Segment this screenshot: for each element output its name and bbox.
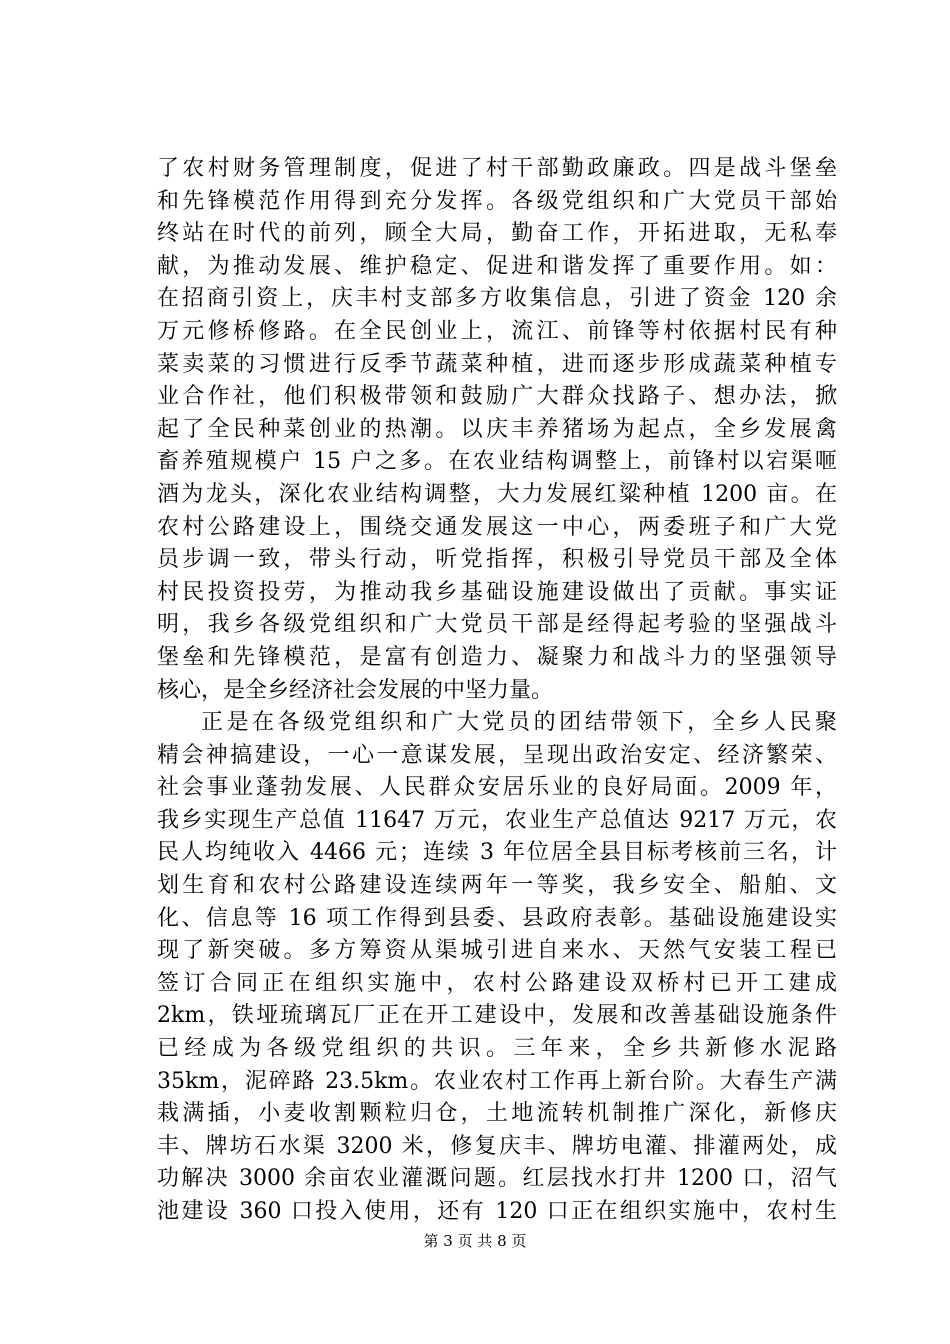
text-line: 正是在各级党组织和广大党员的团结带领下，全乡人民聚 bbox=[201, 710, 837, 736]
text-line: 献，为推动发展、维护稳定、促进和谐发挥了重要作用。如： bbox=[157, 253, 837, 279]
paragraph bbox=[157, 707, 837, 1229]
text-line: 在招商引资上，庆丰村支部多方收集信息，引进了资金 120 余 bbox=[157, 286, 837, 312]
text-line: 社会事业蓬勃发展、人民群众安居乐业的良好局面。2009 年， bbox=[157, 775, 837, 801]
text-line: 明，我乡各级党组织和广大党员干部是经得起考验的坚强战斗 bbox=[157, 612, 837, 638]
text-line: 划生育和农村公路建设连续两年一等奖，我乡安全、船舶、文 bbox=[157, 873, 837, 899]
text-line: 和先锋模范作用得到充分发挥。各级党组织和广大党员干部始 bbox=[157, 188, 837, 214]
text-line: 员步调一致，带头行动，听党指挥，积极引导党员干部及全体 bbox=[157, 547, 837, 573]
text-line: 化、信息等 16 项工作得到县委、县政府表彰。基础设施建设实 bbox=[157, 905, 837, 931]
text-line: 丰、牌坊石水渠 3200 米，修复庆丰、牌坊电灌、排灌两处，成 bbox=[157, 1133, 837, 1159]
text-line: 业合作社，他们积极带领和鼓励广大群众找路子、想办法，掀 bbox=[157, 384, 837, 410]
text-line: 菜卖菜的习惯进行反季节蔬菜种植，进而逐步形成蔬菜种植专 bbox=[157, 351, 837, 377]
text-line: 酒为龙头，深化农业结构调整，大力发展红粱种植 1200 亩。在 bbox=[157, 481, 837, 507]
text-line: 核心，是全乡经济社会发展的中坚力量。 bbox=[157, 677, 554, 703]
text-line: 农村公路建设上，围绕交通发展这一中心，两委班子和广大党 bbox=[157, 514, 837, 540]
text-line: 池建设 360 口投入使用，还有 120 口正在组织实施中，农村生 bbox=[157, 1199, 837, 1224]
text-line: 畜养殖规模户 15 户之多。在农业结构调整上，前锋村以宕渠咂 bbox=[157, 449, 837, 475]
text-line: 签订合同正在组织实施中，农村公路建设双桥村已开工建成 bbox=[157, 970, 837, 996]
text-line: 35km，泥碎路 23.5km。农业农村工作再上新台阶。大春生产满 bbox=[157, 1068, 837, 1094]
text-line: 已经成为各级党组织的共识。三年来，全乡共新修水泥路 bbox=[157, 1036, 837, 1062]
page-footer: 第 3 页 共 8 页 bbox=[423, 1232, 527, 1250]
text-line: 栽满插，小麦收割颗粒归仓，土地流转机制推广深化，新修庆 bbox=[157, 1101, 837, 1127]
text-line: 精会神搞建设，一心一意谋发展，呈现出政治安定、经济繁荣、 bbox=[157, 742, 837, 768]
text-line: 现了新突破。多方筹资从渠城引进自来水、天然气安装工程已 bbox=[157, 938, 837, 964]
body-text bbox=[157, 153, 837, 1229]
text-line: 终站在时代的前列，顾全大局，勤奋工作，开拓进取，无私奉 bbox=[157, 221, 837, 247]
text-line: 万元修桥修路。在全民创业上，流江、前锋等村依据村民有种 bbox=[157, 318, 837, 344]
text-line: 了农村财务管理制度，促进了村干部勤政廉政。四是战斗堡垒 bbox=[157, 156, 837, 181]
text-line: 堡垒和先锋模范，是富有创造力、凝聚力和战斗力的坚强领导 bbox=[157, 644, 837, 670]
paragraph bbox=[157, 153, 837, 707]
text-line: 功解决 3000 余亩农业灌溉问题。红层找水打井 1200 口，沼气 bbox=[157, 1166, 837, 1192]
text-line: 起了全民种菜创业的热潮。以庆丰养猪场为起点，全乡发展禽 bbox=[157, 416, 837, 442]
text-line: 村民投资投劳，为推动我乡基础设施建设做出了贡献。事实证 bbox=[157, 579, 837, 605]
text-line: 2km，铁垭琉璃瓦厂正在开工建设中，发展和改善基础设施条件 bbox=[157, 1003, 837, 1029]
text-line: 我乡实现生产总值 11647 万元，农业生产总值达 9217 万元，农 bbox=[157, 807, 837, 833]
text-line: 民人均纯收入 4466 元；连续 3 年位居全县目标考核前三名，计 bbox=[157, 840, 837, 866]
